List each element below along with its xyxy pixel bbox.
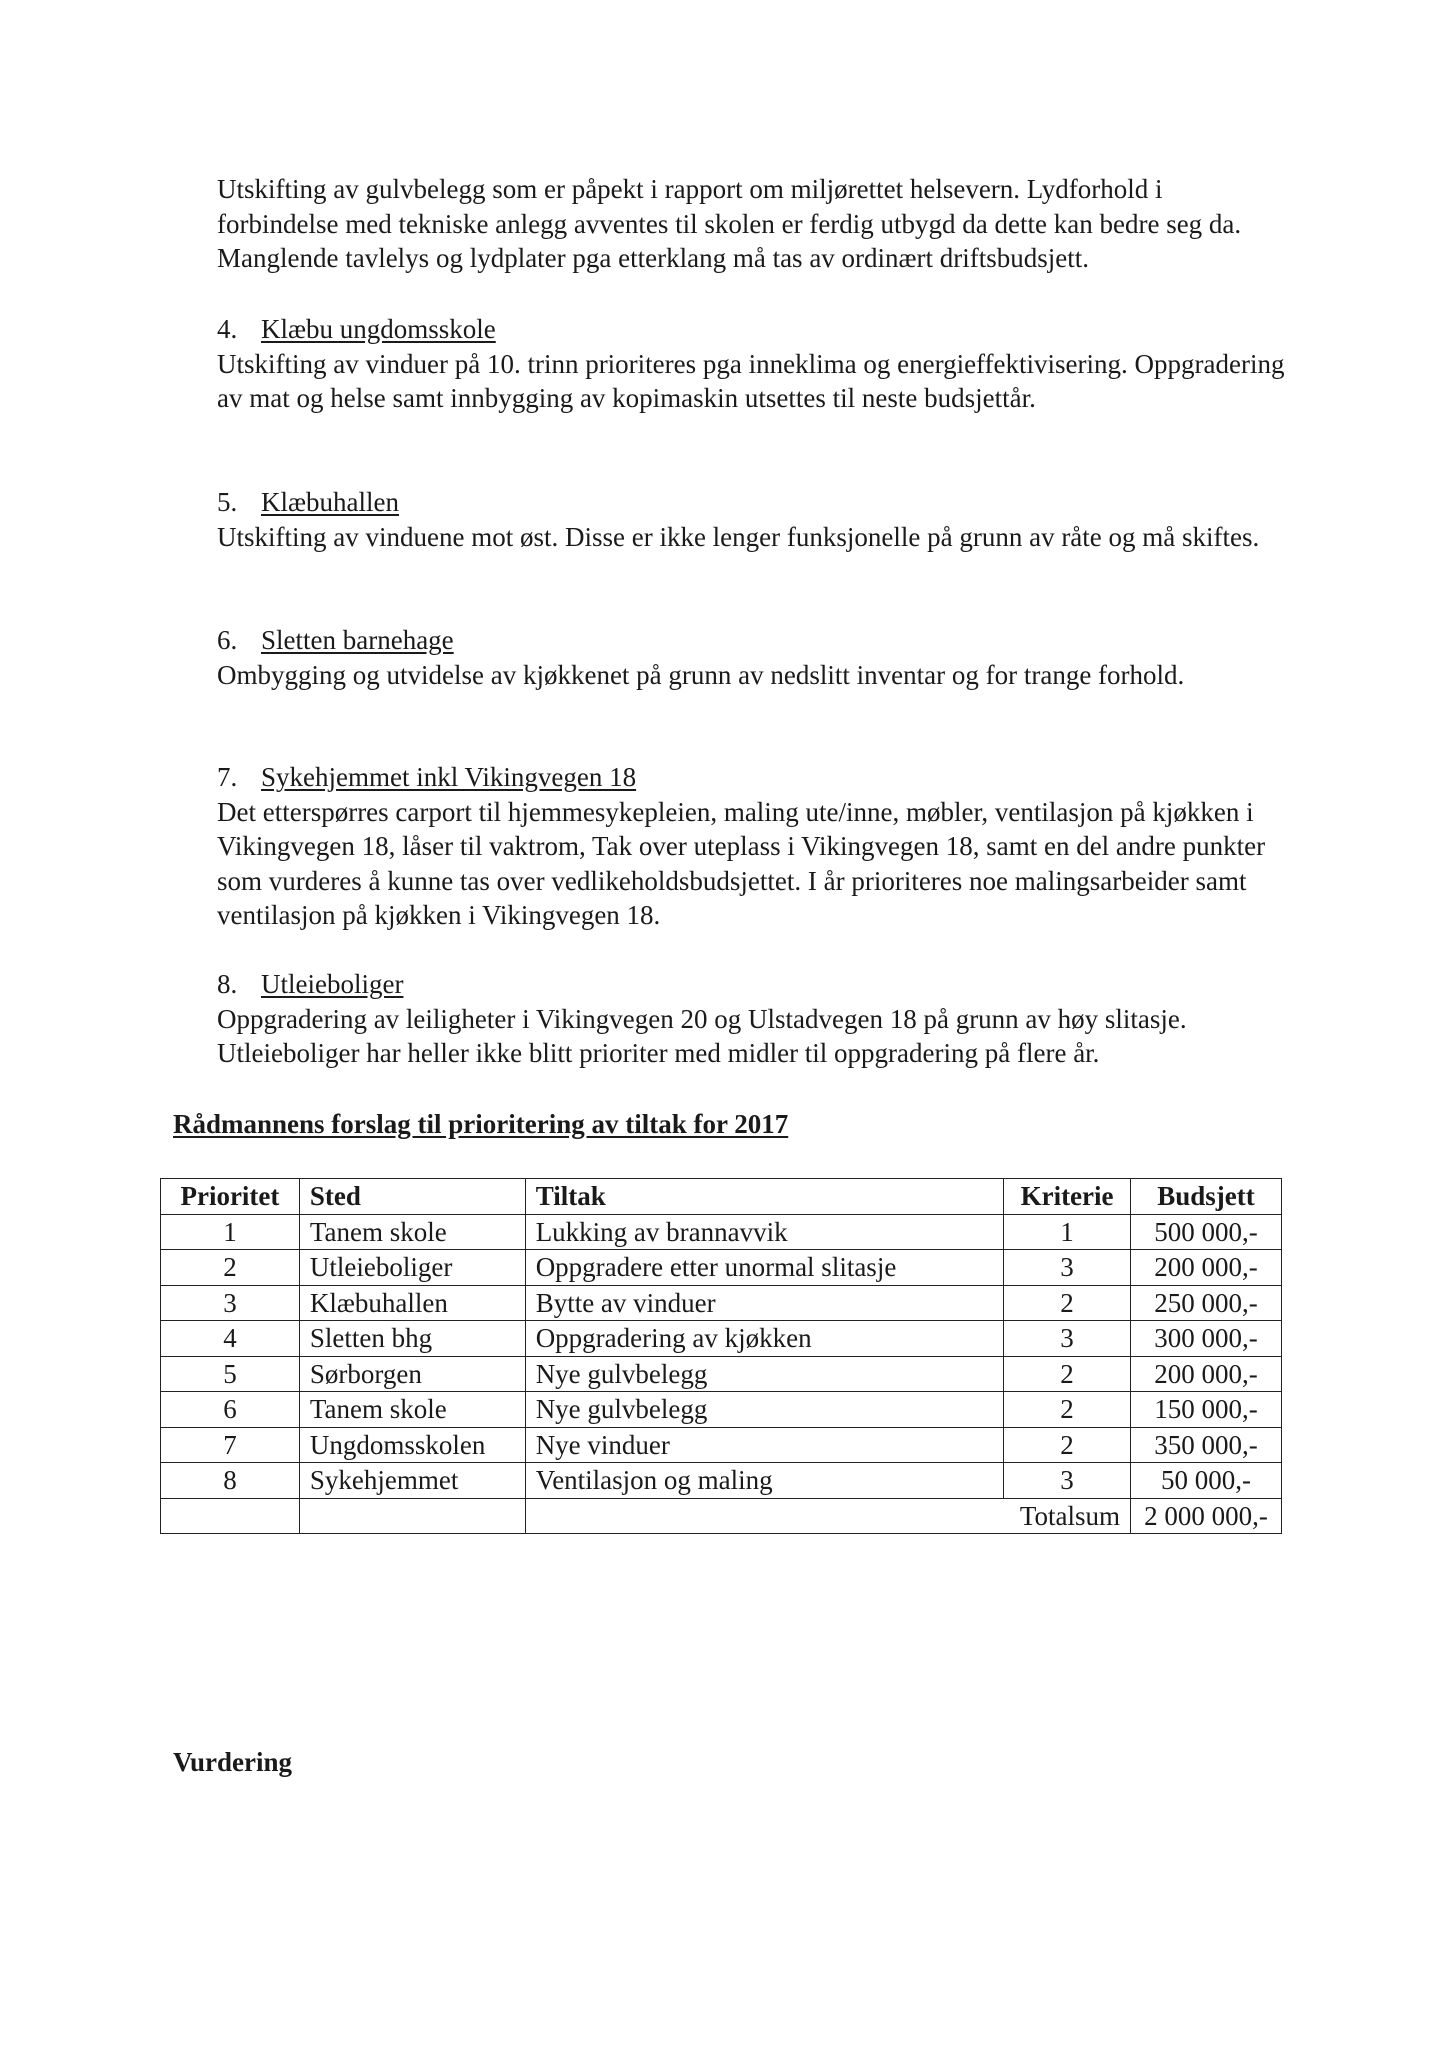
cell-empty bbox=[299, 1498, 525, 1534]
section-heading bbox=[217, 312, 1287, 347]
cell-kriterie: 2 bbox=[1004, 1392, 1131, 1428]
cell-kriterie: 3 bbox=[1004, 1463, 1131, 1499]
table-header-row bbox=[161, 1179, 1282, 1215]
table-row bbox=[161, 1463, 1282, 1499]
cell-kriterie: 2 bbox=[1004, 1285, 1131, 1321]
section-sykehjemmet bbox=[217, 760, 1287, 933]
header-kriterie: Kriterie bbox=[1004, 1179, 1131, 1215]
cell-budsjett: 150 000,- bbox=[1131, 1392, 1282, 1428]
section-number: 5. bbox=[217, 487, 238, 517]
cell-tiltak: Ventilasjon og maling bbox=[525, 1463, 1003, 1499]
header-budsjett: Budsjett bbox=[1131, 1179, 1282, 1215]
section-heading bbox=[217, 623, 1287, 658]
section-number: 6. bbox=[217, 625, 238, 655]
cell-sted: Klæbuhallen bbox=[299, 1285, 525, 1321]
header-sted: Sted bbox=[299, 1179, 525, 1215]
cell-sted: Ungdomsskolen bbox=[299, 1427, 525, 1463]
cell-prioritet: 4 bbox=[161, 1321, 300, 1357]
table-row bbox=[161, 1427, 1282, 1463]
section-number: 4. bbox=[217, 314, 238, 344]
section-text: Det etterspørres carport til hjemmesykepleien, maling ute/inne, møbler, ventilasjon på kjøkken i Vikingvegen 18, låser til vaktrom, Tak over uteplass i Vikingvegen 18, samt en del andre punkter som vurderes å kunne tas over vedlikeholdsbudsjettet. I år prioriteres noe malingsarbeider samt ventilasjon på kjøkken i Vikingvegen 18. bbox=[217, 796, 1266, 930]
cell-budsjett: 250 000,- bbox=[1131, 1285, 1282, 1321]
table-row bbox=[161, 1214, 1282, 1250]
cell-tiltak: Nye gulvbelegg bbox=[525, 1392, 1003, 1428]
cell-tiltak: Oppgradering av kjøkken bbox=[525, 1321, 1003, 1357]
cell-budsjett: 300 000,- bbox=[1131, 1321, 1282, 1357]
cell-tiltak: Nye vinduer bbox=[525, 1427, 1003, 1463]
cell-tiltak: Lukking av brannavvik bbox=[525, 1214, 1003, 1250]
cell-empty bbox=[161, 1498, 300, 1534]
cell-sted: Sørborgen bbox=[299, 1356, 525, 1392]
cell-prioritet: 8 bbox=[161, 1463, 300, 1499]
cell-budsjett: 350 000,- bbox=[1131, 1427, 1282, 1463]
header-tiltak: Tiltak bbox=[525, 1179, 1003, 1215]
cell-kriterie: 1 bbox=[1004, 1214, 1131, 1250]
table-row bbox=[161, 1356, 1282, 1392]
section-title: Sykehjemmet inkl Vikingvegen 18 bbox=[261, 762, 637, 792]
cell-sted: Tanem skole bbox=[299, 1392, 525, 1428]
section-text: Utskifting av vinduer på 10. trinn prioriteres pga inneklima og energieffektivisering. Oppgradering av mat og helse samt innbygging av kopimaskin utsettes til neste budsjettår. bbox=[217, 348, 1285, 413]
section-title: Sletten barnehage bbox=[261, 625, 454, 655]
cell-budsjett: 200 000,- bbox=[1131, 1356, 1282, 1392]
cell-prioritet: 3 bbox=[161, 1285, 300, 1321]
cell-tiltak: Bytte av vinduer bbox=[525, 1285, 1003, 1321]
section-title: Klæbuhallen bbox=[261, 487, 399, 517]
total-label: Totalsum bbox=[525, 1498, 1130, 1534]
intro-paragraph: Utskifting av gulvbelegg som er påpekt i rapport om miljørettet helsevern. Lydforhold i forbindelse med tekniske anlegg avventes til skolen er ferdig utbygd da dette kan bedre seg da. Manglende tavlelys og lydplater pga etterklang må tas av ordinært driftsbudsjett. bbox=[217, 174, 1242, 273]
section-text: Utskifting av vinduene mot øst. Disse er ikke lenger funksjonelle på grunn av råte og må skiftes. bbox=[217, 521, 1260, 552]
section-title: Klæbu ungdomsskole bbox=[261, 314, 496, 344]
section-klaebuhallen bbox=[217, 485, 1287, 554]
cell-kriterie: 3 bbox=[1004, 1321, 1131, 1357]
table-row bbox=[161, 1392, 1282, 1428]
section-klaebu-ungdomsskole bbox=[217, 312, 1287, 416]
section-number: 7. bbox=[217, 762, 238, 792]
table-row bbox=[161, 1250, 1282, 1286]
cell-prioritet: 7 bbox=[161, 1427, 300, 1463]
header-prioritet: Prioritet bbox=[161, 1179, 300, 1215]
forslag-heading: Rådmannens forslag til prioritering av tiltak for 2017 bbox=[173, 1109, 789, 1139]
section-utleieboliger bbox=[217, 967, 1287, 1071]
cell-kriterie: 2 bbox=[1004, 1427, 1131, 1463]
cell-tiltak: Nye gulvbelegg bbox=[525, 1356, 1003, 1392]
section-sletten-barnehage bbox=[217, 623, 1287, 692]
section-number: 8. bbox=[217, 969, 238, 999]
cell-prioritet: 5 bbox=[161, 1356, 300, 1392]
section-heading bbox=[217, 760, 1287, 795]
section-heading bbox=[217, 485, 1287, 520]
section-text: Oppgradering av leiligheter i Vikingvegen 20 og Ulstadvegen 18 på grunn av høy slitasje. Utleieboliger har heller ikke blitt prioriter med midler til oppgradering på flere år. bbox=[217, 1003, 1187, 1068]
cell-sted: Sletten bhg bbox=[299, 1321, 525, 1357]
cell-budsjett: 500 000,- bbox=[1131, 1214, 1282, 1250]
vurdering-heading: Vurdering bbox=[173, 1747, 293, 1777]
section-text: Ombygging og utvidelse av kjøkkenet på grunn av nedslitt inventar og for trange forhold. bbox=[217, 659, 1185, 690]
cell-tiltak: Oppgradere etter unormal slitasje bbox=[525, 1250, 1003, 1286]
section-title: Utleieboliger bbox=[261, 969, 404, 999]
cell-kriterie: 3 bbox=[1004, 1250, 1131, 1286]
cell-prioritet: 6 bbox=[161, 1392, 300, 1428]
total-value: 2 000 000,- bbox=[1131, 1498, 1282, 1534]
cell-sted: Sykehjemmet bbox=[299, 1463, 525, 1499]
cell-budsjett: 200 000,- bbox=[1131, 1250, 1282, 1286]
cell-prioritet: 1 bbox=[161, 1214, 300, 1250]
table-row bbox=[161, 1285, 1282, 1321]
table-total-row bbox=[161, 1498, 1282, 1534]
table-row bbox=[161, 1321, 1282, 1357]
cell-sted: Utleieboliger bbox=[299, 1250, 525, 1286]
cell-budsjett: 50 000,- bbox=[1131, 1463, 1282, 1499]
section-heading bbox=[217, 967, 1287, 1002]
cell-prioritet: 2 bbox=[161, 1250, 300, 1286]
cell-sted: Tanem skole bbox=[299, 1214, 525, 1250]
priority-table bbox=[160, 1178, 1282, 1534]
cell-kriterie: 2 bbox=[1004, 1356, 1131, 1392]
